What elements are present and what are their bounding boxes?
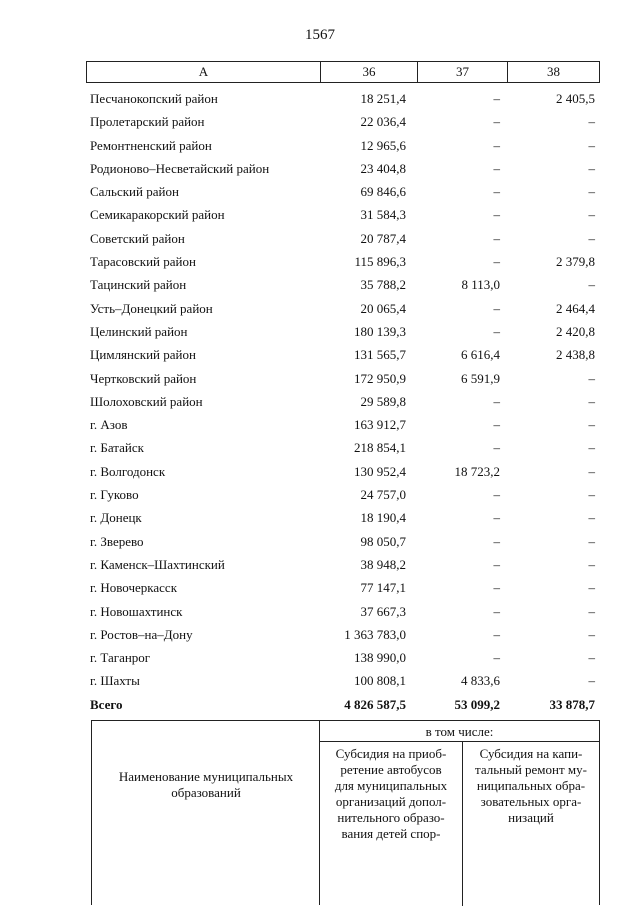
subsidy-buses-line: для муниципальных [334, 778, 448, 793]
value-col-37: – [493, 323, 500, 339]
value-col-37: – [493, 580, 500, 596]
municipality-name: Песчанокопский район [90, 91, 218, 106]
table-row [0, 157, 640, 180]
municipality-name: Шолоховский район [90, 393, 203, 409]
table-row [0, 623, 640, 646]
value-col-37: – [493, 417, 500, 433]
municipality-name-header [92, 721, 320, 905]
value-col-38: – [588, 184, 595, 200]
total-row [0, 693, 640, 716]
value-col-36: 100 808,1 [354, 673, 406, 689]
value-col-36: 31 584,3 [360, 207, 406, 223]
value-col-38: 2 405,5 [556, 91, 595, 106]
municipality-name: Сальский район [90, 184, 179, 200]
table-row [0, 320, 640, 343]
value-col-37: 18 723,2 [454, 463, 500, 479]
value-col-38: – [588, 114, 595, 130]
value-col-38: – [588, 277, 595, 293]
header-col-37: 37 [418, 62, 508, 82]
value-col-36: 18 251,4 [360, 91, 406, 106]
table-row [0, 250, 640, 273]
value-col-36: 18 190,4 [360, 510, 406, 526]
value-col-38: – [588, 673, 595, 689]
municipality-name: г. Таганрог [90, 650, 151, 666]
subsidy-buses-line: нительного образо- [337, 810, 445, 825]
value-col-36: 23 404,8 [360, 160, 406, 176]
table-row [0, 134, 640, 157]
value-col-37: – [493, 184, 500, 200]
value-col-36: 130 952,4 [354, 463, 406, 479]
value-col-36: 22 036,4 [360, 114, 406, 130]
value-col-37: – [493, 300, 500, 316]
value-col-37: – [493, 556, 500, 572]
value-col-36: 180 139,3 [354, 323, 406, 339]
value-col-38: – [588, 533, 595, 549]
value-col-38: – [588, 580, 595, 596]
table-row [0, 413, 640, 436]
value-col-36: 115 896,3 [354, 254, 406, 270]
table-row [0, 600, 640, 623]
subsidy-repair-line: ниципальных обра- [476, 778, 586, 793]
municipality-name: г. Новочеркасск [90, 580, 178, 596]
value-col-36: 4 826 587,5 [344, 696, 406, 712]
value-col-38: – [588, 603, 595, 619]
value-col-37: – [493, 254, 500, 270]
continuation-table-header [91, 720, 600, 905]
value-col-37: – [493, 440, 500, 456]
subsidy-repair-line: тальный ремонт му- [475, 762, 587, 777]
table-row [0, 436, 640, 459]
table-row [0, 273, 640, 296]
table-row [0, 203, 640, 226]
table-row [0, 390, 640, 413]
value-col-38: – [588, 556, 595, 572]
value-col-37: – [493, 91, 500, 106]
municipality-name: Пролетарский район [90, 114, 205, 130]
value-col-38: – [588, 393, 595, 409]
municipality-name: Целинский район [90, 323, 188, 339]
header-col-38: 38 [547, 64, 560, 79]
value-col-38: – [588, 137, 595, 153]
value-col-36: 37 667,3 [360, 603, 406, 619]
municipality-name: г. Батайск [90, 440, 144, 456]
value-col-36: 35 788,2 [360, 277, 406, 293]
header-col-a: А [87, 62, 321, 82]
municipality-name: г. Волгодонск [90, 463, 166, 479]
subsidy-buses-line: Субсидия на приоб- [335, 746, 447, 761]
municipality-name: Всего [90, 696, 123, 712]
value-col-38: – [588, 650, 595, 666]
municipality-name: г. Зверево [90, 533, 144, 549]
municipality-name: Усть–Донецкий район [90, 300, 213, 316]
subsidy-repair-header [463, 742, 599, 906]
subsidy-buses-header [320, 742, 463, 906]
value-col-38: – [588, 626, 595, 642]
value-col-37: 4 833,6 [461, 673, 500, 689]
table-row [0, 530, 640, 553]
value-col-38: – [588, 417, 595, 433]
table-body [0, 87, 640, 716]
value-col-36: 12 965,6 [360, 137, 406, 153]
subsidy-buses-line: вания детей спор- [341, 826, 441, 841]
value-col-38: – [588, 160, 595, 176]
table-row [0, 87, 640, 110]
table-row [0, 506, 640, 529]
value-col-38: – [588, 440, 595, 456]
table-row [0, 367, 640, 390]
municipality-name: Советский район [90, 230, 185, 246]
value-col-38: – [588, 463, 595, 479]
municipality-name: Ремонтненский район [90, 137, 212, 153]
value-col-38: 2 464,4 [556, 300, 595, 316]
value-col-36: 77 147,1 [360, 580, 406, 596]
table-row [0, 669, 640, 692]
value-col-37: – [493, 393, 500, 409]
value-col-37: 6 616,4 [461, 347, 500, 363]
municipality-name: г. Азов [90, 417, 128, 433]
subsidy-repair-line: зовательных орга- [480, 794, 582, 809]
municipality-name: г. Донецк [90, 510, 142, 526]
value-col-36: 218 854,1 [354, 440, 406, 456]
value-col-37: – [493, 626, 500, 642]
value-col-38: – [588, 370, 595, 386]
value-col-37: – [493, 114, 500, 130]
value-col-36: 29 589,8 [360, 393, 406, 409]
municipality-name: Родионово–Несветайский район [90, 160, 270, 176]
value-col-36: 24 757,0 [360, 487, 406, 503]
municipality-name-label: Наименование муниципальных образований [118, 769, 294, 800]
municipality-name: Цимлянский район [90, 347, 196, 363]
table-row [0, 180, 640, 203]
value-col-37: 8 113,0 [461, 277, 500, 293]
subsidy-buses-line: ретение автобусов [340, 762, 442, 777]
subsidy-buses-line: организаций допол- [335, 794, 447, 809]
value-col-38: – [588, 510, 595, 526]
table-row [0, 297, 640, 320]
municipality-name: г. Ростов–на–Дону [90, 626, 193, 642]
subsidy-repair-line: низаций [508, 810, 554, 825]
value-col-38: 2 420,8 [556, 323, 595, 339]
value-col-37: – [493, 487, 500, 503]
municipality-name: г. Каменск–Шахтинский [90, 556, 225, 572]
value-col-36: 138 990,0 [354, 650, 406, 666]
municipality-name: Семикаракорский район [90, 207, 225, 223]
value-col-37: – [493, 160, 500, 176]
municipality-name: г. Шахты [90, 673, 140, 689]
value-col-37: – [493, 603, 500, 619]
table-header [86, 61, 600, 83]
municipality-name: Тарасовский район [90, 254, 196, 270]
table-row [0, 553, 640, 576]
value-col-36: 20 787,4 [360, 230, 406, 246]
value-col-38: 33 878,7 [549, 696, 595, 712]
value-col-37: – [493, 510, 500, 526]
table-row [0, 576, 640, 599]
value-col-37: – [493, 207, 500, 223]
value-col-36: 172 950,9 [354, 370, 406, 386]
page-number: 1567 [305, 27, 335, 43]
table-row [0, 460, 640, 483]
table-row [0, 646, 640, 669]
value-col-37: – [493, 533, 500, 549]
value-col-36: 98 050,7 [360, 533, 406, 549]
value-col-36: 38 948,2 [360, 556, 406, 572]
value-col-38: – [588, 230, 595, 246]
value-col-36: 1 363 783,0 [344, 626, 406, 642]
municipality-name: Чертковский район [90, 370, 197, 386]
municipality-name: г. Гуково [90, 487, 139, 503]
value-col-36: 20 065,4 [360, 300, 406, 316]
value-col-36: 69 846,6 [360, 184, 406, 200]
value-col-38: – [588, 207, 595, 223]
value-col-37: – [493, 650, 500, 666]
municipality-name: г. Новошахтинск [90, 603, 183, 619]
value-col-38: 2 379,8 [556, 254, 595, 270]
value-col-37: 6 591,9 [461, 370, 500, 386]
value-col-38: 2 438,8 [556, 347, 595, 363]
value-col-36: 163 912,7 [354, 417, 406, 433]
value-col-37: 53 099,2 [454, 696, 500, 712]
header-col-36: 36 [321, 62, 418, 82]
municipality-name: Тацинский район [90, 277, 187, 293]
table-row [0, 343, 640, 366]
value-col-36: 131 565,7 [354, 347, 406, 363]
value-col-37: – [493, 230, 500, 246]
table-row [0, 227, 640, 250]
table-row [0, 483, 640, 506]
table-row [0, 110, 640, 133]
including-header: в том числе: [320, 721, 599, 742]
subsidy-repair-line: Субсидия на капи- [479, 746, 583, 761]
value-col-38: – [588, 487, 595, 503]
value-col-37: – [493, 137, 500, 153]
